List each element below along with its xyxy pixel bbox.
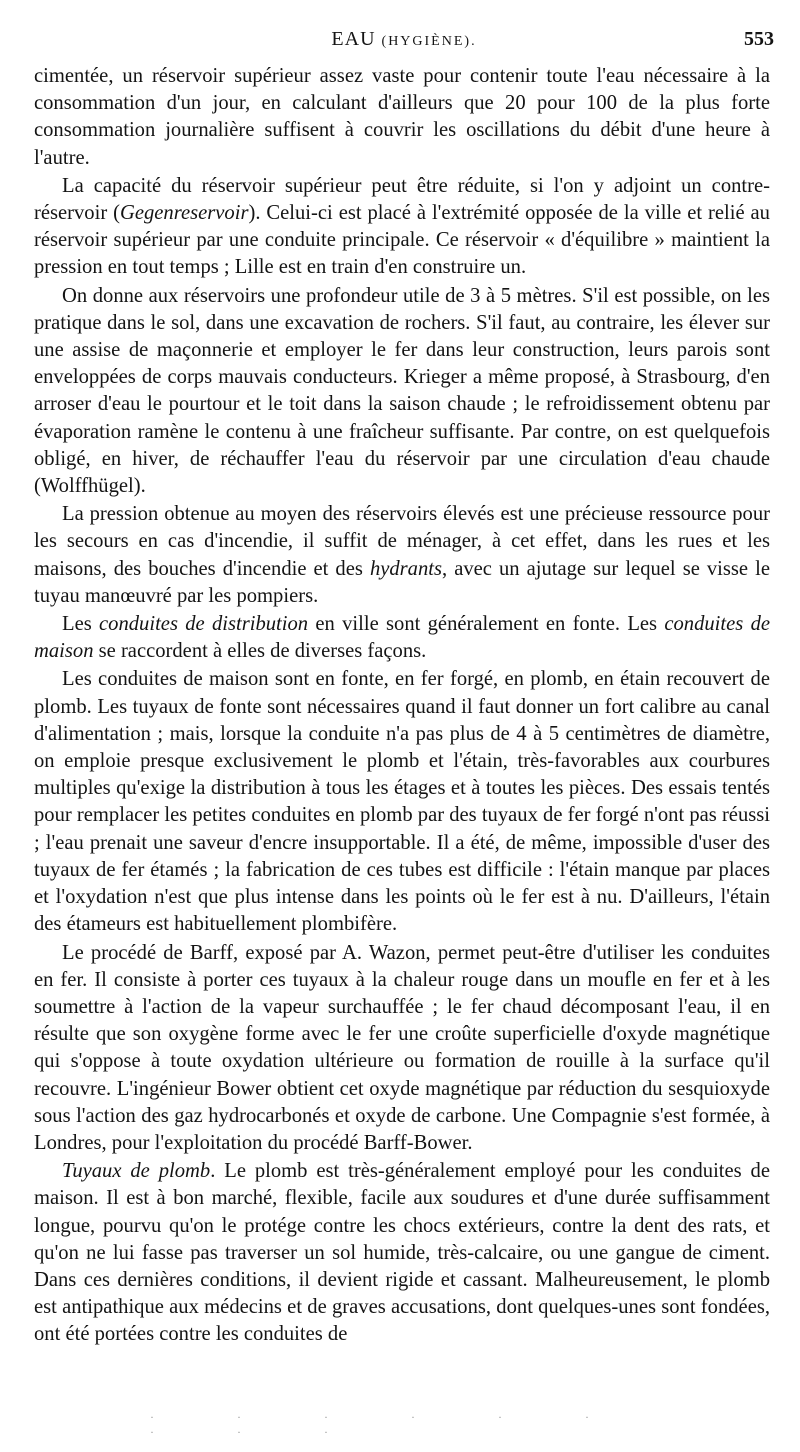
paragraph (34, 283, 770, 501)
text-run: en ville sont généralement en fonte. Les (308, 613, 665, 636)
page-number: 553 (744, 28, 774, 50)
paragraph (34, 173, 770, 282)
text-run: Le procédé de Barff, exposé par A. Wazon, permet peut-être d'utiliser les conduites en fer. Il consiste à porter ces tuyaux à la chaleur rouge dans un moufle en fer et à les soumettre à l'action de la vapeur surchauffée ; le fer chaud décomposant l'eau, il en résulte que son oxygène forme avec le fer une croûte superficielle d'oxyde magnétique qui s'oppose à toute oxydation ultérieure ou formation de rouille à la surface qu'il recouvre. L'ingénieur Bower obtient cet oxyde magnétique par réduction du sesquioxyde sous l'action des gaz hydrocarbonés et oxyde de carbone. Une Compagnie s'est formée, à Londres, pour l'exploitation du procédé Barff-Bower. (34, 941, 770, 1154)
text-run: On donne aux réservoirs une profondeur utile de 3 à 5 mètres. S'il est possible, on les pratique dans le sol, dans une excavation de rochers. S'il faut, au contraire, les élever sur une assise de maçonnerie et employer le fer dans leur construction, leurs parois sont enveloppées de corps mauvais conducteurs. Krieger a même proposé, à Strasbourg, d'en arroser d'eau le pourtour et le toit dans la saison chaude ; le refroidissement obtenu par évaporation ramène le contenu à une fraîcheur suffisante. Par contre, on est quelquefois obligé, en hiver, de réchauffer l'eau du réservoir par une circulation d'eau chaude (Wolffhügel). (34, 284, 770, 498)
text-run: , avec un ajutage sur lequel se visse le tuyau manœuvré par les pompiers. (34, 557, 770, 607)
italic-term: hydrants (369, 557, 443, 580)
text-run: . Le plomb est très-généralement employé pour les conduites de maison. Il est à bon marché, flexible, facile aux soudures et d'une durée suffisamment longue, pourvu qu'on le protége contre les chocs extérieurs, contre la dent des rats, et qu'on ne lui fasse pas traverser un sol humide, très-calcaire, ou une gangue de ciment. Dans ces dernières conditions, il devient rigide et cassant. Malheureusement, le plomb est antipathique aux médecins et de graves accusations, dont quelques-unes sont fondées, ont été portées contre les conduites de (34, 1160, 770, 1346)
text-run: La capacité du réservoir supérieur peut être réduite, si l'on y adjoint un contre-réservoir ( (34, 174, 770, 225)
italic-term: Gegenreservoir (119, 202, 249, 225)
text-run: Les (62, 613, 100, 636)
text-run: La pression obtenue au moyen des réservoirs élevés est une précieuse ressource pour les secours en cas d'incendie, il suffit de ménager, à cet effet, dans les rues et les maisons, des bouches d'incendie et des (34, 503, 770, 580)
italic-term: conduites de maison (34, 613, 771, 663)
running-title-subject: (HYGIÈNE). (381, 34, 477, 49)
footer-marks: · · · · · · · · · (150, 1410, 629, 1439)
text-run: Les conduites de maison sont en fonte, en fer forgé, en plomb, en étain recouvert de plomb. Les tuyaux de fonte sont nécessaires quand il faut donner un fort calibre au canal d'alimentation ; mais, lorsque la conduite n'a pas plus de 4 à 5 centimètres de diamètre, on emploie presque exclusivement le plomb et l'étain, très-favorables aux courbures multiples qu'exige la distribution à tous les étages et à toutes les pièces. Des essais tentés pour remplacer les petites conduites en plomb par des tuyaux de fer forgé n'ont pas réussi ; l'eau prenait une saveur d'encre insupportable. Il a été, de même, impossible d'user des tuyaux de fer étamés ; la fabrication de ces tubes est difficile : l'étain manque par places et l'oxydation n'est que plus intense dans les points où le fer est à nu. D'ailleurs, l'étain des étameurs est habituellement plombifère. (34, 668, 770, 936)
italic-term: conduites de distribution (99, 613, 309, 636)
paragraph (34, 501, 770, 610)
running-title (34, 28, 774, 51)
paragraph (34, 666, 770, 938)
paragraph (34, 940, 770, 1158)
paragraph (34, 63, 770, 172)
italic-term: Tuyaux de plomb (62, 1160, 211, 1183)
text-run: cimentée, un réservoir supérieur assez vaste pour contenir toute l'eau nécessaire à la consommation d'un jour, en calculant d'ailleurs que 20 pour 100 de la plus forte consommation journalière suffisent à couvrir les oscillations du débit d'une heure à l'autre. (34, 65, 770, 169)
text-run: se raccordent à elles de diverses façons. (93, 640, 427, 663)
running-title-main: EAU (331, 28, 382, 50)
text-run: ). Celui-ci est placé à l'extrémité opposée de la ville et relié au réservoir supérieur par une conduite principale. Ce réservoir « d'équilibre » maintient la pression en tout temps ; Lille est en train d'en construire un. (34, 202, 770, 279)
paragraph (34, 1158, 770, 1348)
page-header (34, 28, 774, 58)
paragraph (34, 611, 770, 665)
body-text (34, 63, 770, 1349)
